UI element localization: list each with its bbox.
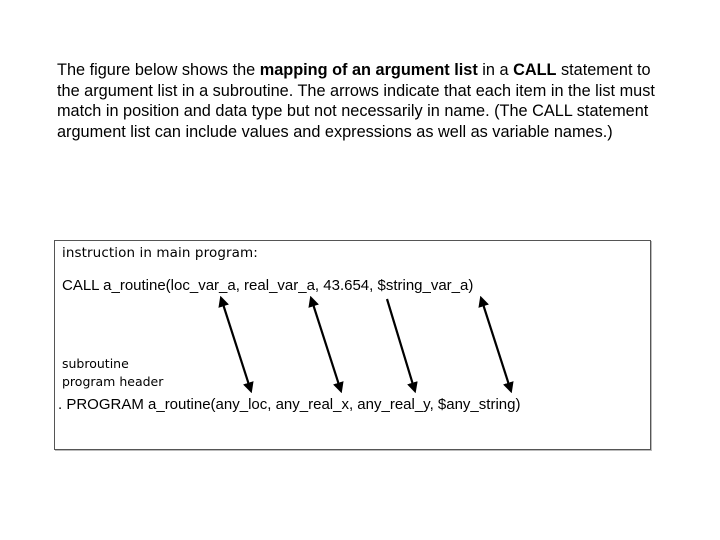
arrow-loc-var <box>222 301 250 388</box>
call-statement: CALL a_routine(loc_var_a, real_var_a, 43.654, $string_var_a) <box>62 277 474 294</box>
arrow-constant <box>387 299 414 388</box>
intro-bold-mapping: mapping of an argument list <box>259 61 478 79</box>
program-header-label: program header <box>62 374 164 389</box>
main-program-label: instruction in main program: <box>62 245 258 261</box>
program-statement: . PROGRAM a_routine(any_loc, any_real_x, any_real_y, $any_string) <box>58 396 521 413</box>
subroutine-label: subroutine <box>62 356 129 371</box>
intro-text-2: in a <box>477 61 514 79</box>
intro-bold-call: CALL <box>513 61 557 79</box>
arrow-real-var <box>312 301 340 388</box>
intro-text-4: ) <box>607 122 613 141</box>
intro-text-3: statement to the argument list in a subroutine. The arrows indicate that each item in the list must match in position and data type but not necessarily in name. (The CALL statement argument list can include values and expressions as well as variable names. <box>57 61 655 141</box>
intro-text-1: The figure below shows the <box>57 61 260 79</box>
arrow-string-var <box>482 301 510 388</box>
